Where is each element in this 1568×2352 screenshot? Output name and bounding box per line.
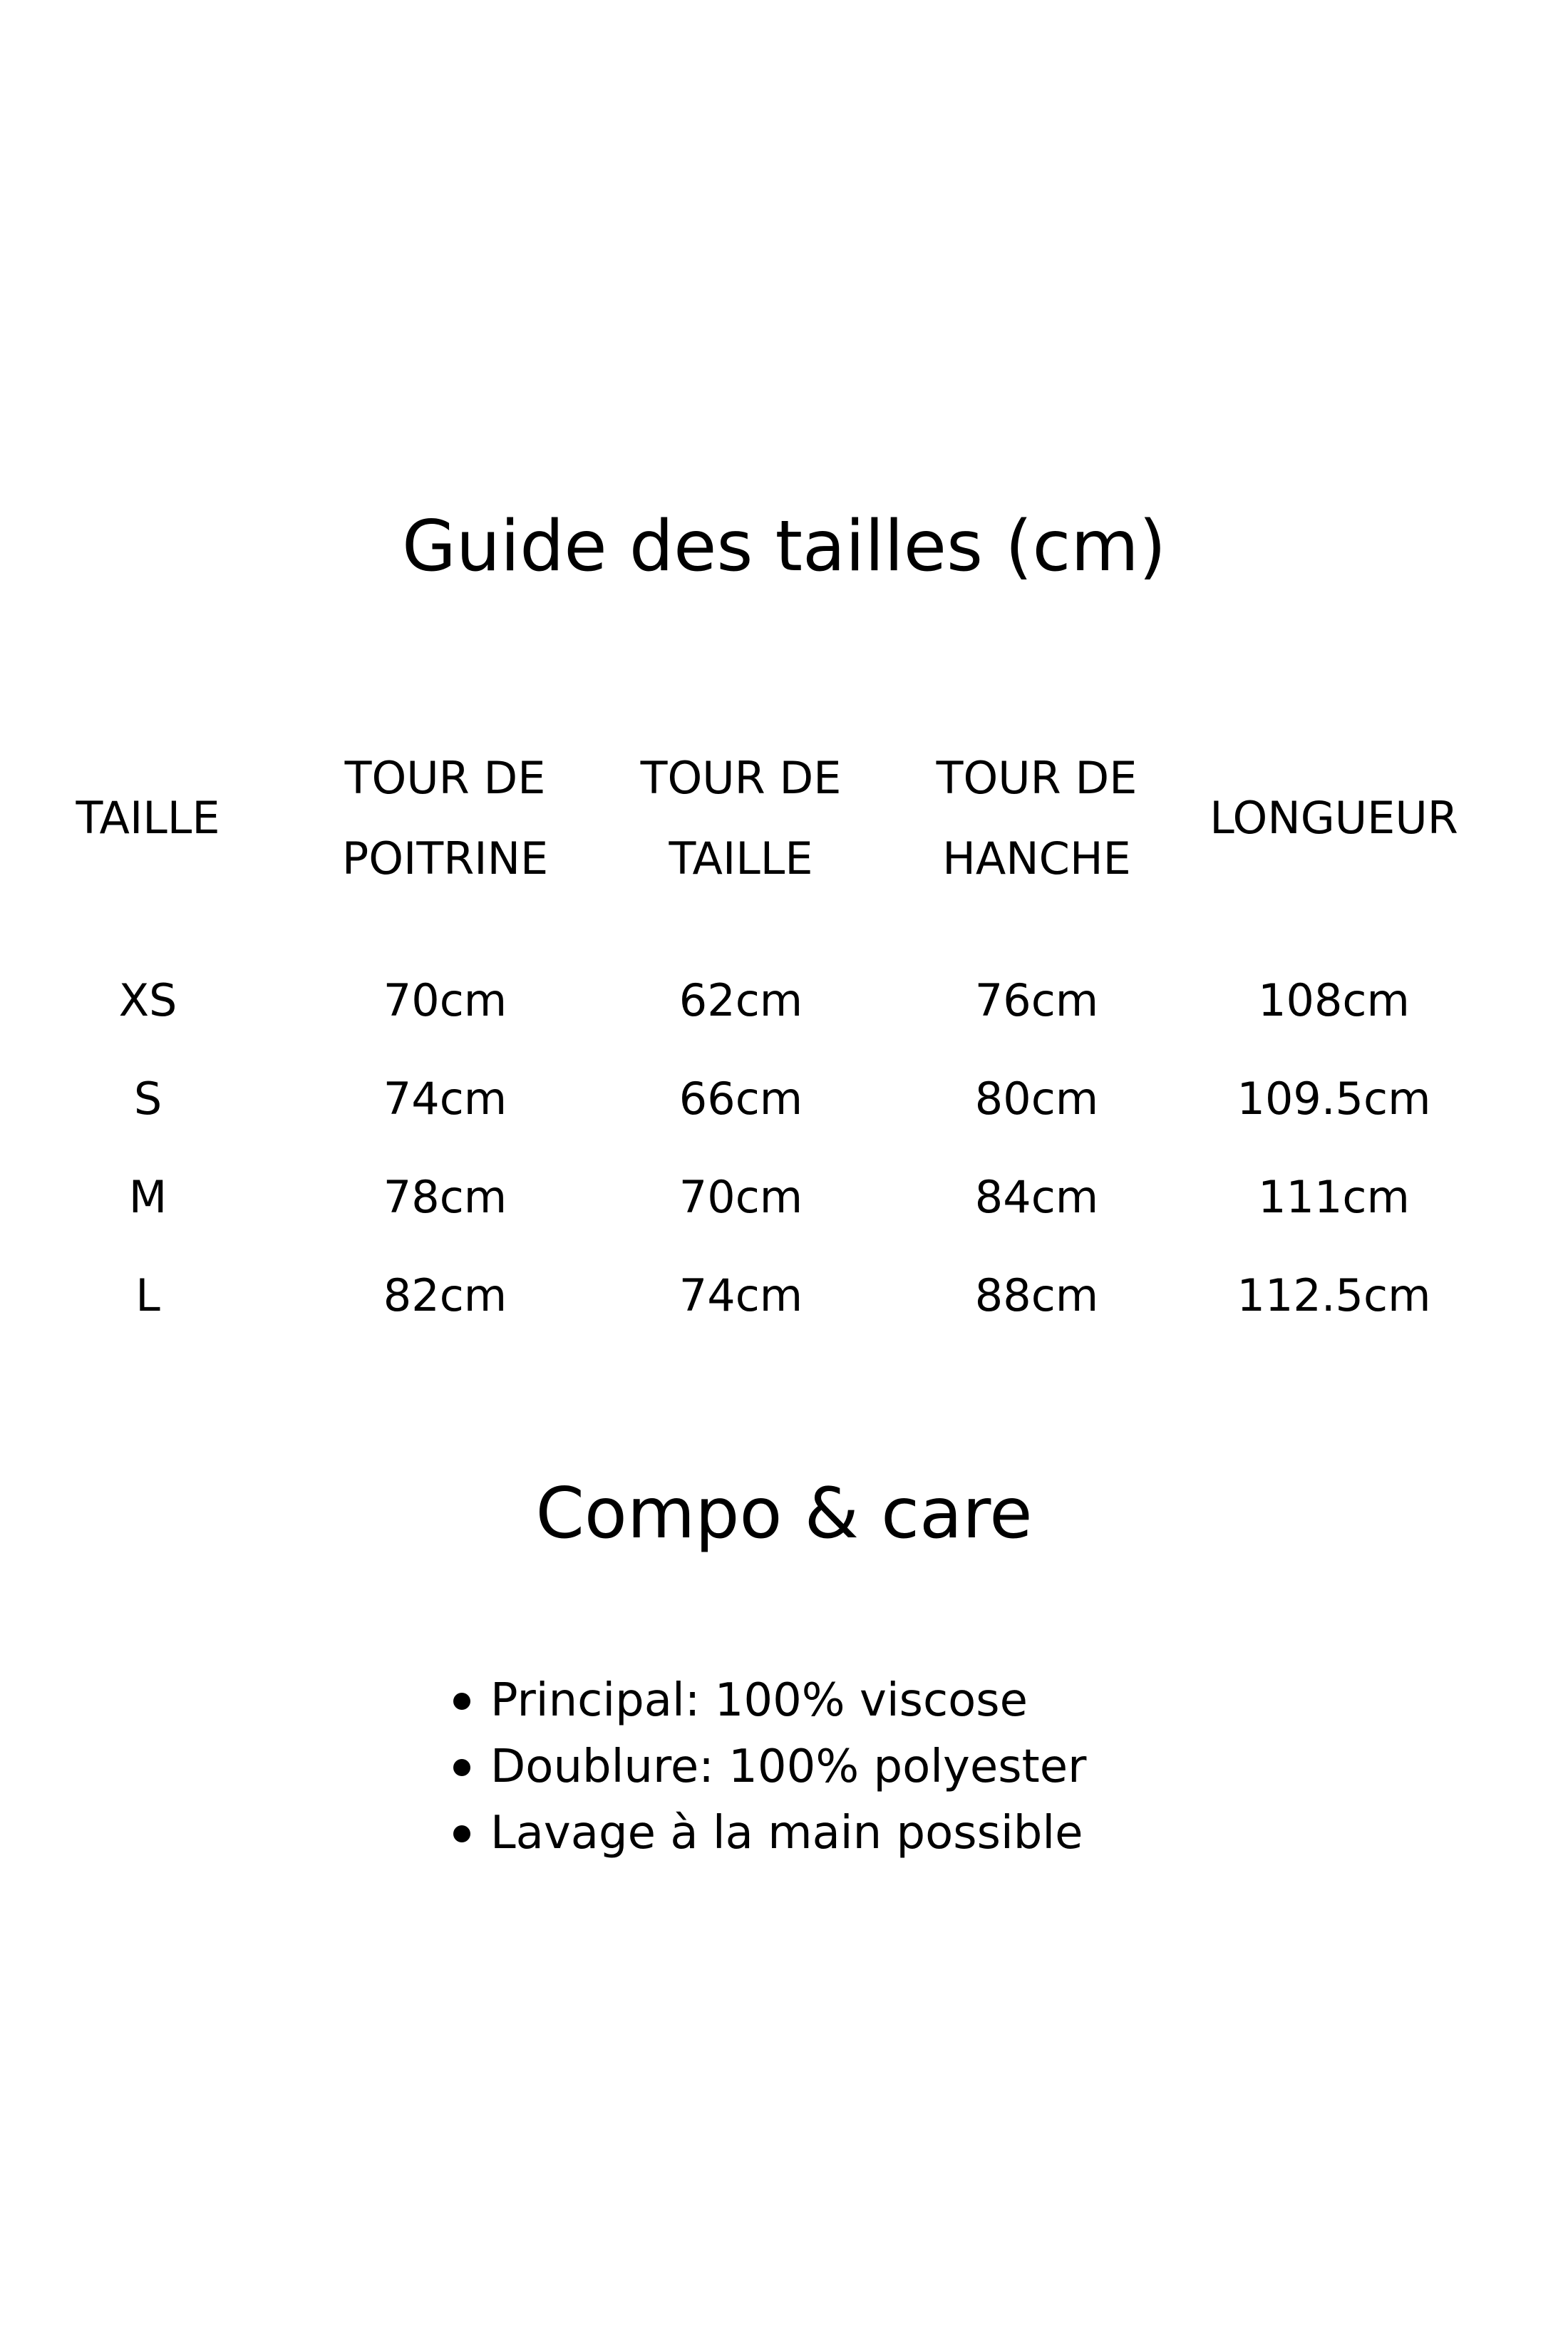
cell-taille: 66cm [679, 1073, 803, 1125]
cell-hanche: 76cm [974, 974, 1099, 1026]
bullet-icon [453, 1693, 470, 1710]
cell-poitrine: 78cm [383, 1171, 507, 1223]
list-item-text: Lavage à la main possible [490, 1807, 1083, 1860]
header-hanche-line1: TOUR DE [936, 752, 1138, 804]
header-poitrine-line1: TOUR DE [344, 752, 546, 804]
cell-size: L [135, 1269, 160, 1321]
cell-taille: 62cm [679, 974, 803, 1026]
compo-care-title: Compo & care [535, 1473, 1033, 1554]
header-taille2-line1: TOUR DE [640, 752, 842, 804]
list-item-text: Principal: 100% viscose [490, 1674, 1028, 1727]
size-guide-title: Guide des tailles (cm) [401, 506, 1167, 587]
header-taille: TAILLE [76, 792, 220, 844]
list-item [453, 1734, 1086, 1800]
cell-longueur: 111cm [1258, 1171, 1410, 1223]
bullet-icon [453, 1825, 470, 1842]
cell-longueur: 109.5cm [1237, 1073, 1431, 1125]
cell-poitrine: 82cm [383, 1269, 507, 1321]
header-poitrine-line2: POITRINE [341, 832, 549, 884]
cell-size: S [133, 1073, 163, 1125]
cell-taille: 70cm [679, 1171, 803, 1223]
cell-hanche: 80cm [974, 1073, 1099, 1125]
list-item [453, 1668, 1086, 1734]
cell-longueur: 112.5cm [1237, 1269, 1431, 1321]
cell-size: XS [118, 974, 177, 1026]
cell-hanche: 88cm [974, 1269, 1099, 1321]
cell-poitrine: 74cm [383, 1073, 507, 1125]
header-taille2-line2: TAILLE [669, 832, 813, 884]
list-item-text: Doublure: 100% polyester [490, 1740, 1087, 1793]
cell-poitrine: 70cm [383, 974, 507, 1026]
header-longueur: LONGUEUR [1209, 792, 1458, 844]
cell-longueur: 108cm [1258, 974, 1410, 1026]
compo-care-list [453, 1668, 1086, 1867]
header-hanche-line2: HANCHE [942, 832, 1131, 884]
cell-size: M [128, 1171, 167, 1223]
list-item [453, 1800, 1086, 1867]
cell-taille: 74cm [679, 1269, 803, 1321]
bullet-icon [453, 1759, 470, 1776]
cell-hanche: 84cm [974, 1171, 1099, 1223]
